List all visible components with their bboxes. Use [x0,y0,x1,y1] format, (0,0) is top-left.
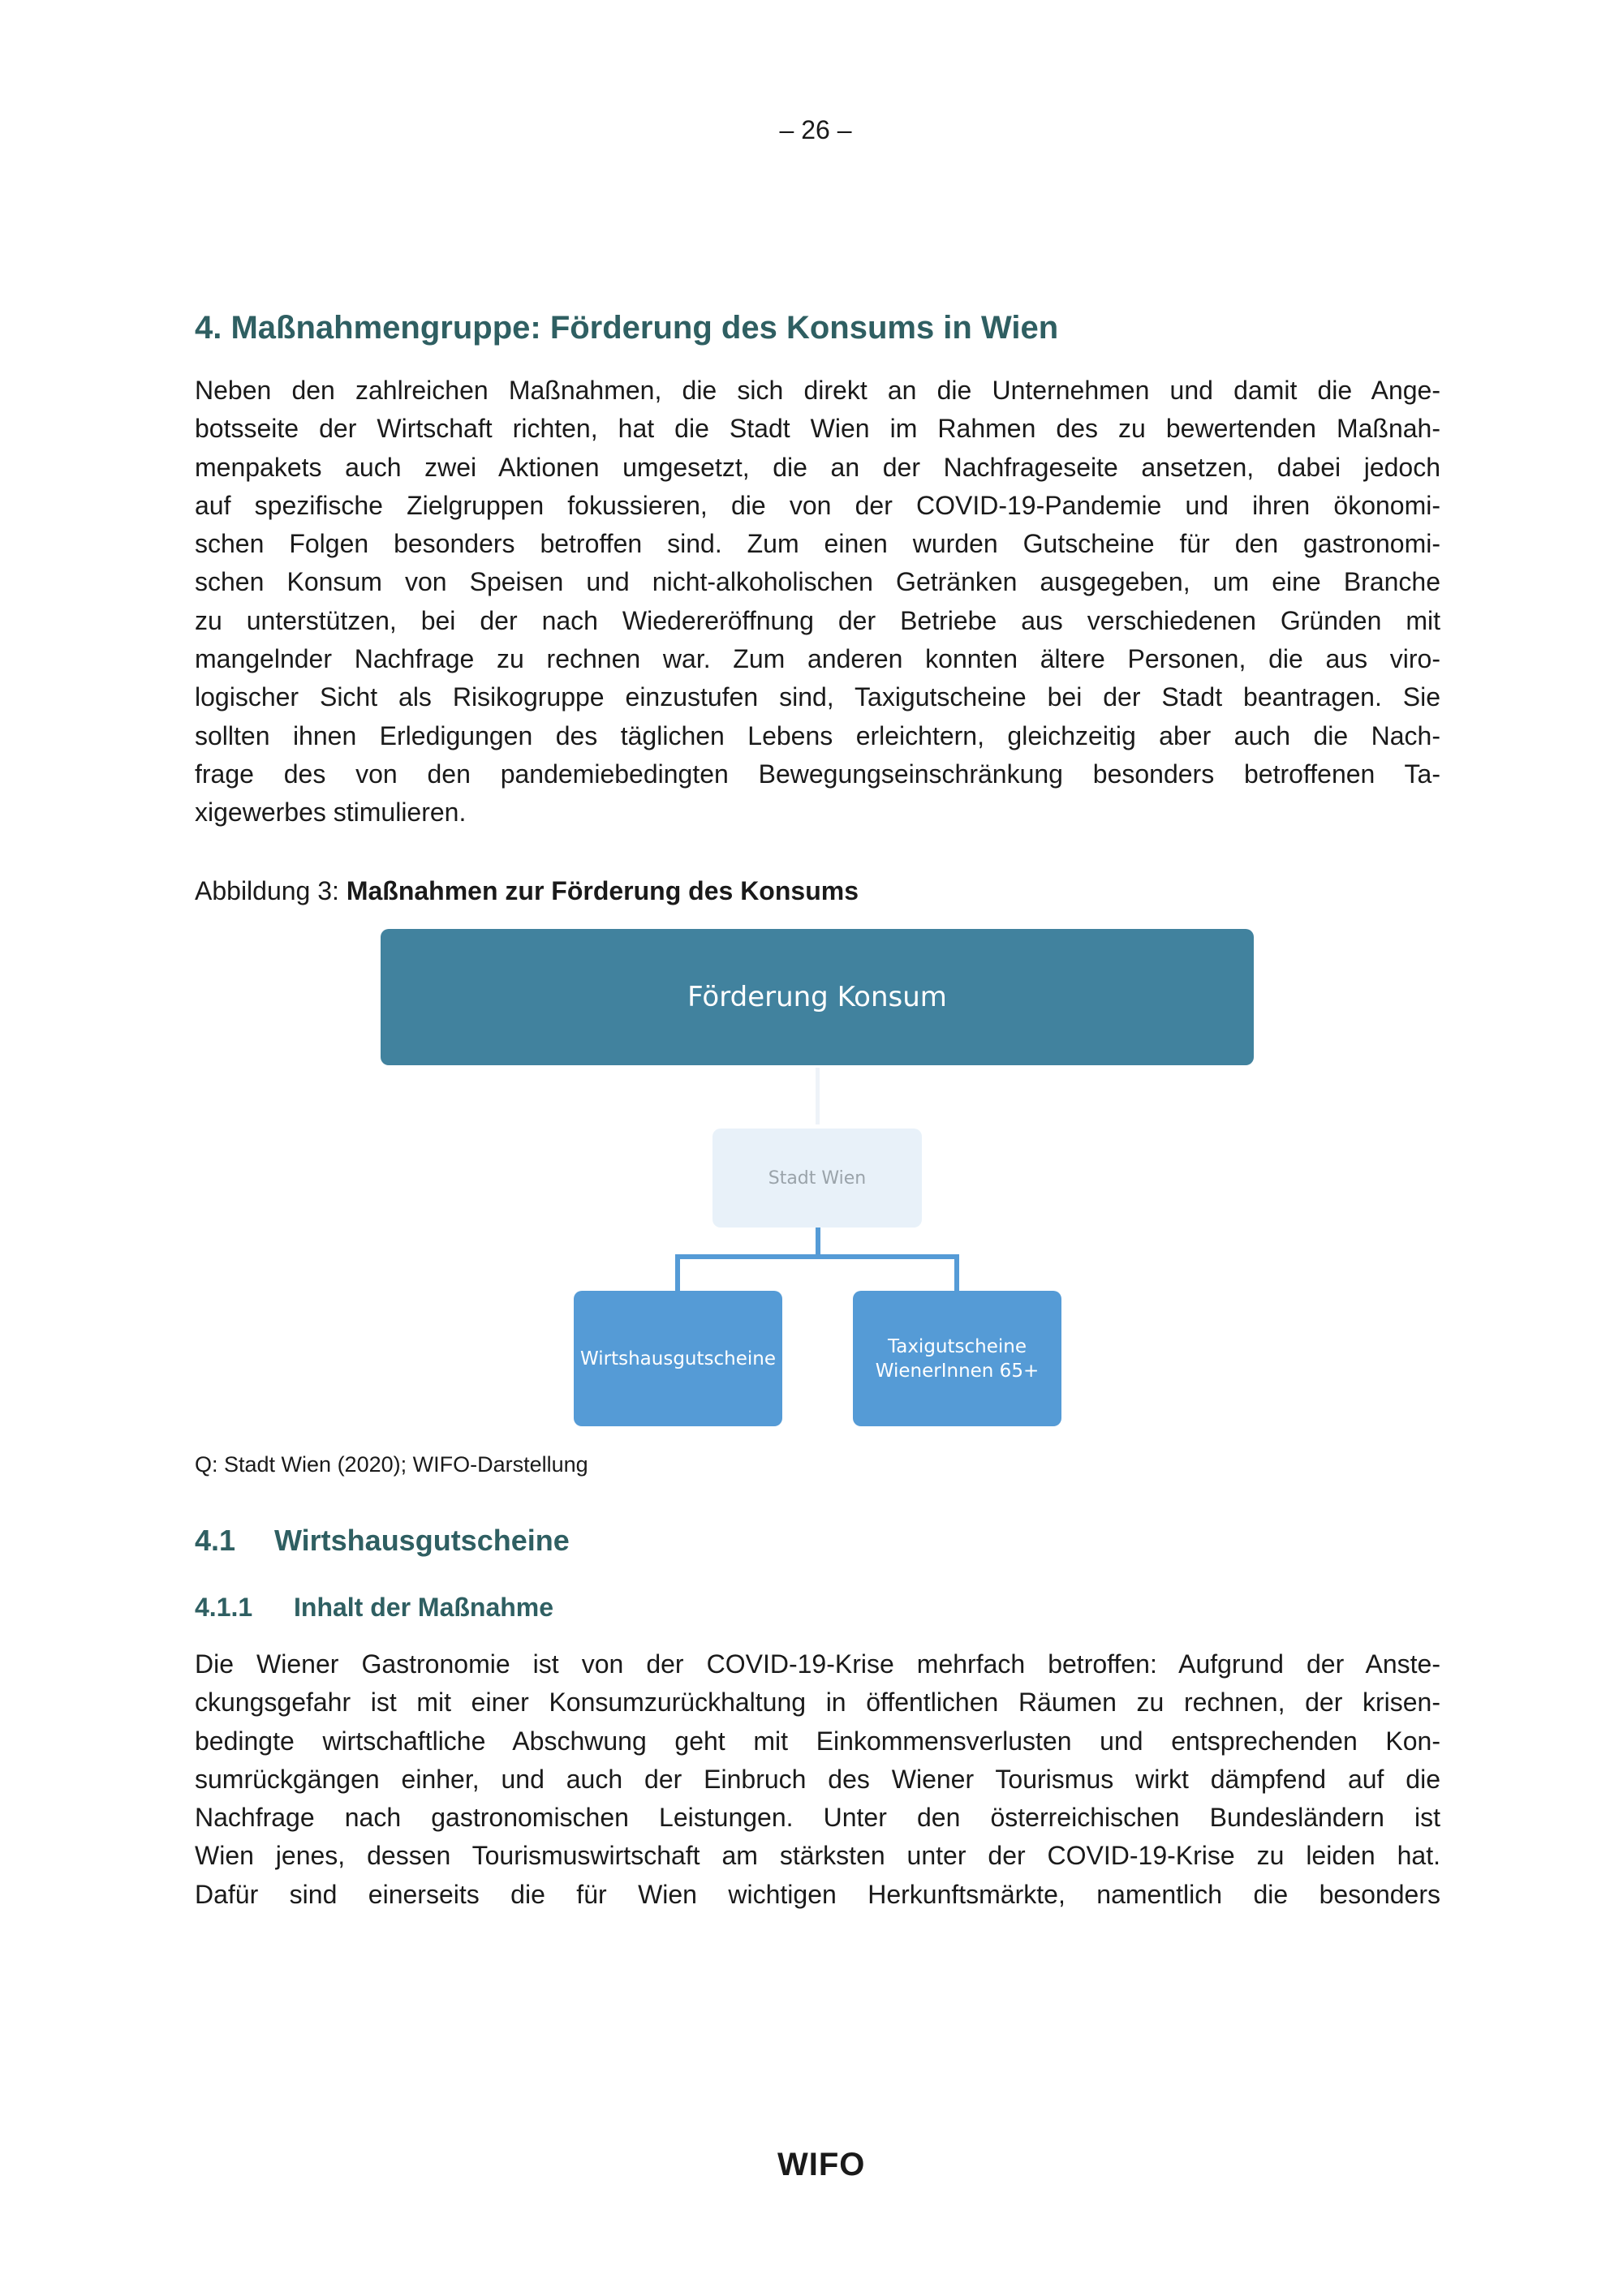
text-line: auf spezifische Zielgruppen fokussieren, die von der COVID-19-Pandemie und ihren ökonomi- [195,490,1440,520]
subsection-title: Wirtshausgutscheine [274,1524,570,1557]
node-label: Taxigutscheine [887,1335,1027,1357]
node-taxigutscheine [853,1291,1061,1426]
node-label: Stadt Wien [768,1167,867,1189]
connector-line [675,1254,959,1259]
subsubsection-title: Inhalt der Maßnahme [294,1593,554,1622]
text-line: mangelnder Nachfrage zu rechnen war. Zum anderen konnten ältere Personen, die aus viro- [195,644,1440,674]
text-line: Dafür sind einerseits die für Wien wichtigen Herkunftsmärkte, namentlich die besonders [195,1879,1440,1909]
text-line: Die Wiener Gastronomie ist von der COVID-19-Krise mehrfach betroffen: Aufgrund der Anste- [195,1649,1440,1679]
caption-title: Maßnahmen zur Förderung des Konsums [346,876,859,905]
node-foerderung-konsum [381,929,1254,1065]
text-line: ckungsgefahr ist mit einer Konsumzurückhaltung in öffentlichen Räumen zu rechnen, der krisen- [195,1688,1440,1718]
node-label: Wirtshausgutscheine [580,1348,776,1369]
subsection-number: 4.1 [195,1524,236,1557]
subsubsection-number: 4.1.1 [195,1593,253,1622]
wifo-logo: WIFO [777,2147,866,2182]
node-stadt-wien [712,1129,922,1228]
figure-caption [195,876,859,906]
text-line: frage des von den pandemiebedingten Bewegungseinschränkung besonders betroffenen Ta- [195,759,1440,789]
text-line: xigewerbes stimulieren. [195,798,467,828]
text-line: logischer Sicht als Risikogruppe einzustufen sind, Taxigutscheine bei der Stadt beantragen. Sie [195,682,1440,712]
text-line: menpakets auch zwei Aktionen umgesetzt, die an der Nachfrageseite ansetzen, dabei jedoch [195,452,1440,482]
text-line: Nachfrage nach gastronomischen Leistungen. Unter den österreichischen Bundesländern ist [195,1803,1440,1833]
connector-line [675,1254,680,1291]
page-number: – 26 – [779,115,852,144]
section-heading: 4. Maßnahmengruppe: Förderung des Konsums in Wien [195,310,1059,346]
connector-line [954,1254,959,1291]
subsubsection-heading [195,1593,553,1623]
paragraph-gastronomie [195,1645,1440,1914]
caption-prefix: Abbildung 3: [195,876,347,905]
text-line: Neben den zahlreichen Maßnahmen, die sich direkt an die Unternehmen und damit die Ange- [195,376,1440,405]
figure-source: Q: Stadt Wien (2020); WIFO-Darstellung [195,1452,588,1477]
node-label: Förderung Konsum [687,981,947,1013]
node-label: WienerInnen 65+ [875,1360,1040,1382]
text-line: bedingte wirtschaftliche Abschwung geht mit Einkommensverlusten und entsprechenden Kon- [195,1726,1440,1756]
text-line: schen Folgen besonders betroffen sind. Zum einen wurden Gutscheine für den gastronomi- [195,529,1440,559]
subsection-heading [195,1524,570,1558]
text-line: sollten ihnen Erledigungen des täglichen Lebens erleichtern, gleichzeitig aber auch die Nach- [195,720,1440,750]
connector-line [816,1068,820,1124]
text-line: Wien jenes, dessen Tourismuswirtschaft am stärksten unter der COVID-19-Krise zu leiden hat. [195,1841,1440,1871]
text-line: zu unterstützen, bei der nach Wiedereröffnung der Betriebe aus verschiedenen Gründen mit [195,605,1440,635]
paragraph-intro [195,372,1440,832]
node-wirtshausgutscheine [574,1291,782,1426]
text-line: schen Konsum von Speisen und nicht-alkoholischen Getränken ausgegeben, um eine Branche [195,567,1440,597]
text-line: botsseite der Wirtschaft richten, hat die Stadt Wien im Rahmen des zu bewertenden Maßnah- [195,414,1440,444]
text-line: sumrückgängen einher, und auch der Einbruch des Wiener Tourismus wirkt dämpfend auf die [195,1764,1440,1794]
